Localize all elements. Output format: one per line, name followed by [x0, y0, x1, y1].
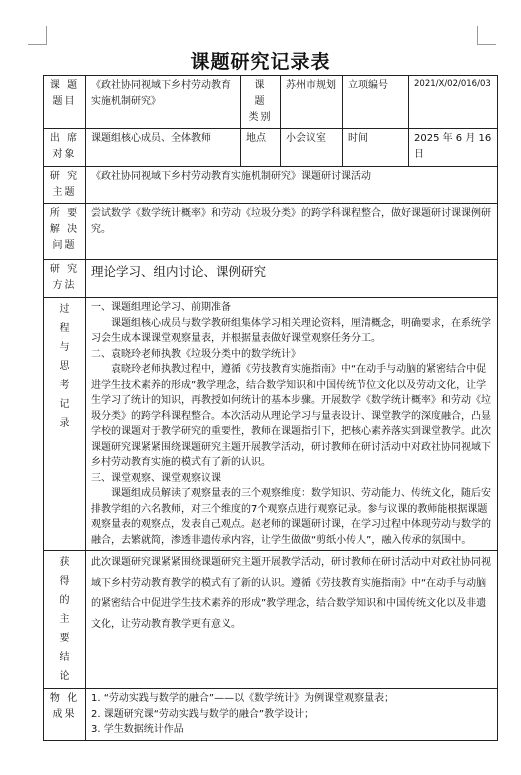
problem-value: 尝试数学《数学统计概率》和劳动《垃圾分类》的跨学科课程整合，做好课题研讨课课例研究。	[86, 204, 498, 260]
topic-label: 课 题 题目	[44, 76, 86, 129]
row-research-topic	[44, 167, 498, 204]
time-value: 2025 年 6 月 16 日	[409, 129, 498, 167]
process-section-1-heading: 一、课题组理论学习、前期准备	[91, 302, 231, 313]
results-label: 物 化 成果	[44, 689, 86, 741]
process-content	[86, 298, 498, 551]
page-corner-mark-right	[477, 26, 496, 45]
category-value: 苏州市规划	[281, 76, 343, 129]
row-problem	[44, 204, 498, 260]
row-topic	[44, 76, 498, 129]
process-label: 过程与思考记录	[59, 304, 70, 429]
row-conclusion	[44, 551, 498, 689]
process-section-1-text: 课题组核心成员与数学教研组集体学习相关理论资料，厘清概念，明确要求，在系统学习会生成本课课堂观察量表，并根据量表做好课堂观察任务分工。	[91, 317, 491, 344]
problem-label: 所 要 解 决 问题	[44, 204, 86, 260]
document-title: 课题研究记录表	[190, 51, 331, 73]
research-topic-label: 研 究 主题	[44, 167, 86, 204]
results-list	[86, 689, 498, 741]
row-method	[44, 260, 498, 298]
project-no-label: 立项编号	[343, 76, 409, 129]
row-results	[44, 689, 498, 741]
page-corner-mark-left	[28, 26, 47, 45]
place-label: 地点	[241, 129, 281, 167]
attendees-label: 出 席 对象	[44, 129, 86, 167]
research-record-table	[43, 75, 498, 741]
result-item: 3. 学生数据统计作品	[91, 724, 184, 735]
row-process	[44, 298, 498, 551]
process-section-2-heading: 二、袁晓玲老师执教《垃圾分类中的数学统计》	[91, 348, 301, 360]
method-label: 研 究 方法	[44, 260, 86, 298]
place-value: 小会议室	[281, 129, 343, 167]
research-topic-value: 《政社协同视域下乡村劳动教育实施机制研究》课题研讨课活动	[86, 167, 498, 204]
category-label: 课 题 类别	[241, 76, 281, 129]
process-section-3-text: 课题组成员解读了观察量表的三个观察维度：数学知识、劳动能力、传统文化，随后安排教学组的六名教师，对三个维度的7个观察点进行观察记录。参与议课的教师能根据课题观察量表的观察点，发表自己观点。赵老师的课题研讨课，在学习过程中体现劳动与数学的融合，去繁就简，渗透非遗传承内容，让学生做做“剪纸小传人”，融入传承的氛围中。	[91, 488, 491, 546]
time-label: 时间	[343, 129, 409, 167]
conclusion-label: 获得的主要结论	[59, 557, 70, 682]
result-item: 2. 课题研究课“劳动实践与数学的融合”教学设计；	[91, 708, 315, 720]
conclusion-value: 此次课题研究课紧紧围绕课题研究主题开展教学活动，研讨教师在研讨活动中对政社协同视域下乡村劳动教育教学的模式有了新的认识。遵循《劳技教育实施指南》中“在动手与动脑的紧密结合中促进学生技术素养的形成”教学理念，结合数学知识和中国传统文化以及非遗文化，让劳动教育教学更有意义。	[86, 551, 498, 689]
row-attendees	[44, 129, 498, 167]
result-item: 1. “劳动实践与数学的融合”——以《数学统计》为例课堂观察量表；	[91, 693, 395, 704]
method-value: 理论学习、组内讨论、课例研究	[86, 260, 498, 298]
project-no-value: 2021/X/02/016/03	[409, 76, 498, 129]
topic-value: 《政社协同视域下乡村劳动教育实施机制研究》	[86, 76, 241, 129]
attendees-value: 课题组核心成员、全体教师	[86, 129, 241, 167]
process-section-2-text: 袁晓玲老师执教过程中，遵循《劳技教育实施指南》中“在动手与动脑的紧密结合中促进学生技术素养的形成”教学理念，结合数学知识和中国传统节位文化以及劳动文化，让学生学习了统计的知识，再教授如何统计的基本步骤。开展数学《数学统计概率》和劳动《垃圾分类》的跨学科课程整合。本次活动从理论学习与量表设计、课堂教学的深度融合，凸显学校的课题对于教学研究的重要性，教师在课题指引下，把核心素养落实到课堂教学。此次课题研究课紧紧围绕课题研究主题开展教学活动，研讨教师在研讨活动中对政社协同视域下乡村劳动教育实施的模式有了新的认识。	[91, 364, 491, 468]
process-section-3-heading: 三、课堂观察、课堂观察议课	[91, 472, 221, 484]
